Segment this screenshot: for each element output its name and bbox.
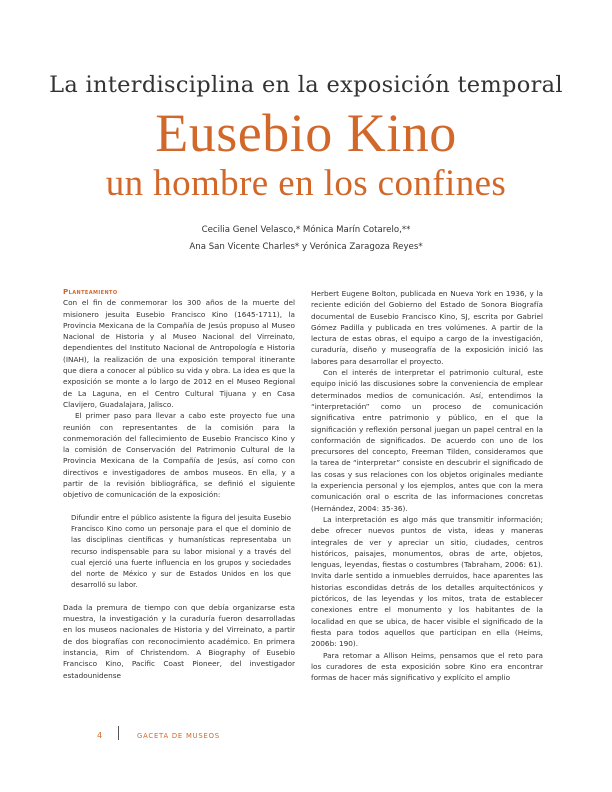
article-subtitle: un hombre en los confines	[105, 163, 507, 204]
footer-divider	[118, 726, 119, 740]
paragraph: Para retomar a Allison Heims, pensamos que el reto para los curadores de esta exposición sobre Kino era encontrar formas de hacer más significativo y explícito el amplio	[311, 650, 543, 683]
paragraph: Con el fin de conmemorar los 300 años de la muerte del misionero jesuita Eusebio Francisco Kino (1645-1711), la Provincia Mexicana de la Compañía de Jesús propuso al Museo Nacional de Historia y al Museo Nacional del Virreinato, dependientes del Instituto Nacional de Antropología e Historia (INAH), la realización de una exposición temporal itinerante que diera a conocer al público su vida y obra. La idea es que la exposición se monte a lo largo de 2012 en el Museo Regional de La Laguna, en el Centro Cultural Tijuana y en Casa Clavijero, Guadalajara, Jalisco.	[63, 298, 295, 409]
paragraph: El primer paso para llevar a cabo este proyecto fue una reunión con representantes de la comisión para la conmemoración del fallecimiento de Eusebio Francisco Kino y la comisión de Conservación del Patrimonio Cultural de la Provincia Mexicana de la Compañía de Jesús, así como con directivos e investigadores de ambos museos. En ella, y a partir de la revisión bibliográfica, se definió el siguiente objetivo de comunicación de la exposición:	[63, 411, 295, 500]
paragraph: La interpretación es algo más que transmitir información; debe ofrecer nuevos puntos de vista, ideas y maneras integrales de ver y apreciar un sitio, ciudades, centros históricos, paisajes, monumentos, obras de arte, objetos, lenguas, leyendas, fiestas o costumbres (Tabraham, 2006: 61). Invita darle sentido a inmuebles derruidos, hace aparentes las historias escondidas detrás de los detalles arquitectónicos y pictóricos, de las leyendas y los mitos, trata de establecer conexiones entre el monumento y los habitantes de la localidad en que se ubica, de hacer visible el significado de la fiesta para todos aquellos que participan en ella (Heims, 2006b: 190).	[311, 514, 543, 649]
article-kicker: La interdisciplina en la exposición temporal	[49, 72, 563, 98]
publication-name: GACETA DE MUSEOS	[137, 732, 220, 740]
paragraph: Dada la premura de tiempo con que debía organizarse esta muestra, la investigación y la curaduría fueron desarrolladas en los museos nacionales de Historia y del Virreinato, a partir de dos biografías con reconocimiento académico. En primera instancia, Rim of Christendom. A Biography of Eusebio Francisco Kino, Pacific Coast Pioneer, del investigador estadounidense	[63, 602, 295, 680]
author-line-2: Ana San Vicente Charles* y Verónica Zaragoza Reyes*	[189, 242, 423, 252]
paragraph: Con el interés de interpretar el patrimonio cultural, este equipo inició las discusiones sobre la conveniencia de emplear determinados medios de comunicación. Así, entendimos la “interpretación” como un proceso de comunicación significativa entre patrimonio y público, en el que la significación y reflexión personal juegan un papel central en la conformación de significados. De acuerdo con uno de los precursores del concepto, Freeman Tilden, consideramos que la tarea de “interpretar” consiste en descubrir el significado de las cosas y sus relaciones con los objetos originales mediante la experiencia personal y los ejemplos, antes que con la mera comunicación oral o escrita de las informaciones concretas (Hernández, 2004: 35-36).	[311, 368, 543, 513]
article-title: Eusebio Kino	[155, 103, 457, 163]
author-line-1: Cecilia Genel Velasco,* Mónica Marín Cotarelo,**	[201, 225, 411, 235]
page-number: 4	[97, 731, 103, 740]
block-quote: Difundir entre el público asistente la figura del jesuita Eusebio Francisco Kino como un personaje para el que el dominio de las disciplinas científicas y humanísticas representaba un recurso indispensable para su labor misional y a través del cual ejerció una fuerte influencia en los grupos y sociedades del norte de México y sur de Estados Unidos en los que desarrolló su labor.	[71, 513, 291, 590]
paragraph: Herbert Eugene Bolton, publicada en Nueva York en 1936, y la reciente edición del Gobierno del Estado de Sonora Biografía documental de Eusebio Francisco Kino, SJ, escrita por Gabriel Gómez Padilla y publicada en tres volúmenes. A partir de la lectura de estas obras, el equipo a cargo de la investigación, curaduría, diseño y museografía de la exposición inició las labores para desarrollar el proyecto.	[311, 289, 543, 366]
left-column	[63, 286, 295, 681]
author-block	[0, 222, 612, 256]
section-heading: Planteamiento	[63, 287, 118, 296]
right-column	[311, 288, 543, 683]
